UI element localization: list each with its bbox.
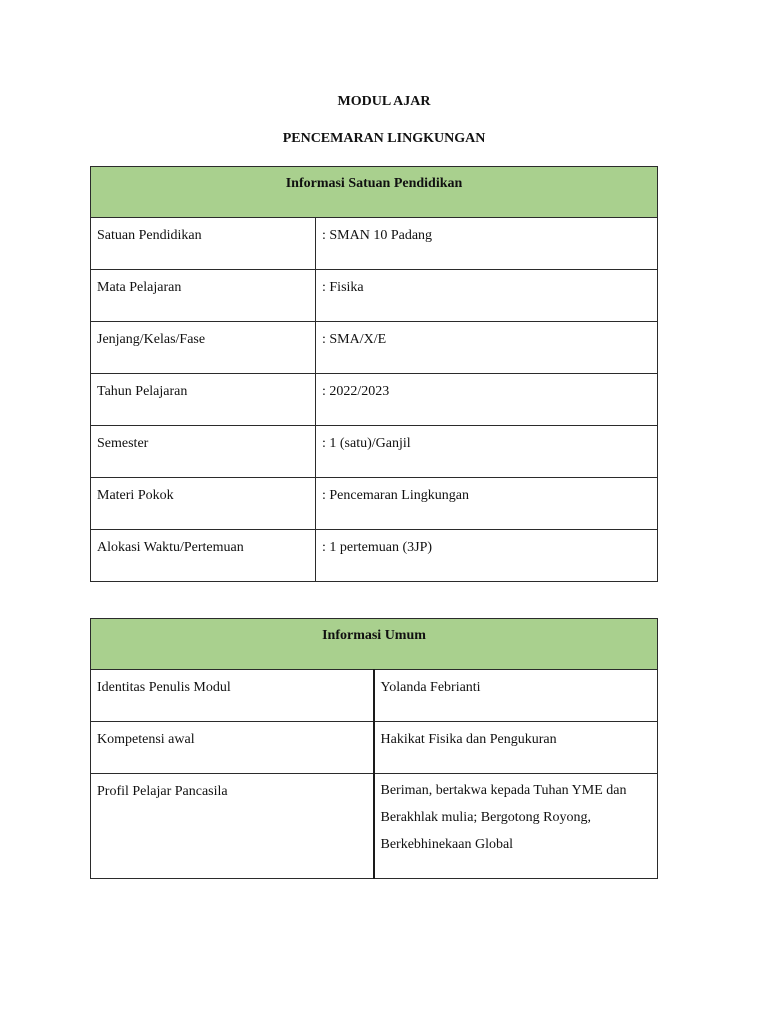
row-label: Semester	[91, 426, 316, 478]
row-value: Hakikat Fisika dan Pengukuran	[374, 722, 658, 774]
document-subtitle: PENCEMARAN LINGKUNGAN	[282, 131, 486, 146]
table-row	[91, 722, 658, 774]
row-label: Profil Pelajar Pancasila	[91, 774, 374, 879]
table-row	[91, 322, 658, 374]
table-row	[91, 478, 658, 530]
row-label: Identitas Penulis Modul	[91, 670, 374, 722]
table-row	[91, 374, 658, 426]
table-header-row	[91, 167, 658, 218]
table-row	[91, 670, 658, 722]
row-value: : 1 (satu)/Ganjil	[316, 426, 658, 478]
table-row	[91, 218, 658, 270]
education-unit-info-table	[90, 166, 658, 582]
section-heading: Informasi Satuan Pendidikan	[91, 167, 658, 218]
table-row	[91, 774, 658, 879]
row-label: Jenjang/Kelas/Fase	[91, 322, 316, 374]
row-value: : Pencemaran Lingkungan	[316, 478, 658, 530]
row-label: Tahun Pelajaran	[91, 374, 316, 426]
row-label: Materi Pokok	[91, 478, 316, 530]
table-row	[91, 530, 658, 582]
table-row	[91, 426, 658, 478]
table-row	[91, 270, 658, 322]
general-info-table	[90, 618, 658, 879]
row-value: : Fisika	[316, 270, 658, 322]
table-header-row	[91, 619, 658, 670]
document-title: MODUL AJAR	[337, 94, 431, 109]
row-value: : SMAN 10 Padang	[316, 218, 658, 270]
row-label: Mata Pelajaran	[91, 270, 316, 322]
row-label: Satuan Pendidikan	[91, 218, 316, 270]
row-value: : SMA/X/E	[316, 322, 658, 374]
section-heading: Informasi Umum	[91, 619, 658, 670]
row-value: Beriman, bertakwa kepada Tuhan YME dan Berakhlak mulia; Bergotong Royong, Berkebhinekaan Global	[374, 774, 658, 879]
row-value: : 1 pertemuan (3JP)	[316, 530, 658, 582]
row-label: Kompetensi awal	[91, 722, 374, 774]
row-label: Alokasi Waktu/Pertemuan	[91, 530, 316, 582]
row-value: Yolanda Febrianti	[374, 670, 658, 722]
row-value: : 2022/2023	[316, 374, 658, 426]
